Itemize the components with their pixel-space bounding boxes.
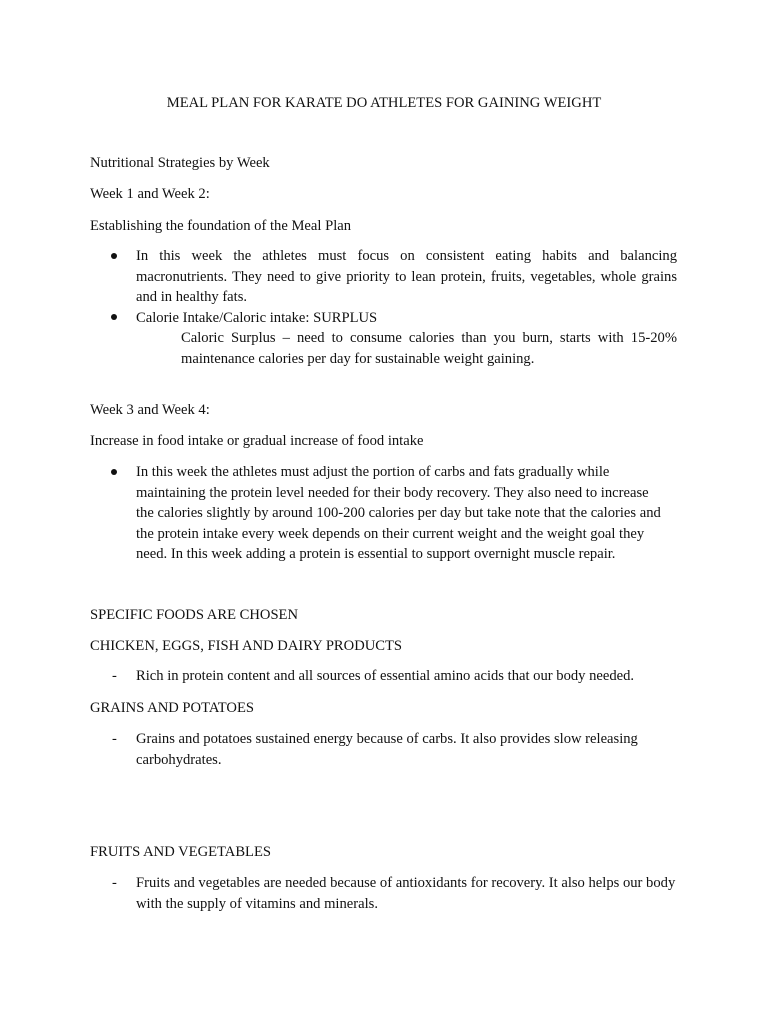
grains-potatoes-item: Grains and potatoes sustained energy because of carbs. It also provides slow releasing carbohydrates.	[136, 731, 638, 768]
protein-foods-item: Rich in protein content and all sources of essential amino acids that our body needed.	[136, 668, 635, 684]
heading-grains-potatoes: GRAINS AND POTATOES	[90, 700, 254, 716]
bullet-dot-icon	[111, 246, 117, 267]
heading-nutritional-strategies: Nutritional Strategies by Week	[90, 155, 270, 171]
bullet-dot-icon	[111, 308, 117, 329]
week-1-2-bullet-2: Calorie Intake/Caloric intake: SURPLUS	[136, 309, 378, 326]
heading-specific-foods: SPECIFIC FOODS ARE CHOSEN	[90, 607, 299, 623]
subheading-week-1-2: Establishing the foundation of the Meal Plan	[90, 218, 352, 234]
week-1-2-bullet-1: In this week the athletes must focus on consistent eating habits and balancing macronutrients. They need to give priority to lean protein, fruits, vegetables, whole grains and in healthy fats.	[136, 248, 677, 305]
week-3-4-bullet-1	[136, 462, 677, 565]
week-3-4-bullet-line: need. In this week adding a protein is essential to support overnight muscle repair.	[136, 546, 616, 562]
subheading-week-3-4: Increase in food intake or gradual increase of food intake	[90, 433, 424, 449]
heading-week-3-4: Week 3 and Week 4:	[90, 402, 210, 418]
document-title: MEAL PLAN FOR KARATE DO ATHLETES FOR GAINING WEIGHT	[166, 95, 602, 111]
heading-fruits-vegetables: FRUITS AND VEGETABLES	[90, 844, 271, 860]
caloric-surplus-detail: Caloric Surplus – need to consume calories than you burn, starts with 15-20% maintenance calories per day for sustainable weight gaining.	[181, 330, 677, 367]
week-3-4-bullet-line: In this week the athletes must adjust the portion of carbs and fats gradually while	[136, 464, 610, 480]
heading-protein-foods: CHICKEN, EGGS, FISH AND DAIRY PRODUCTS	[90, 638, 403, 654]
heading-week-1-2: Week 1 and Week 2:	[90, 186, 210, 202]
week-3-4-bullet-line: the protein intake every week depends on their current weight and the weight goal they	[136, 525, 645, 542]
week-3-4-bullet-line: the calories slightly by around 100-200 calories per day but take note that the calories and	[136, 505, 661, 521]
bullet-dot-icon	[111, 462, 117, 483]
fruits-vegetables-item: Fruits and vegetables are needed because of antioxidants for recovery. It also helps our body with the supply of vitamins and minerals.	[136, 875, 676, 912]
dash-marker: -	[112, 668, 117, 684]
week-3-4-bullet-line: maintaining the protein level needed for their body recovery. They also need to increase	[136, 484, 649, 501]
dash-marker: -	[112, 875, 117, 891]
dash-marker: -	[112, 731, 117, 747]
